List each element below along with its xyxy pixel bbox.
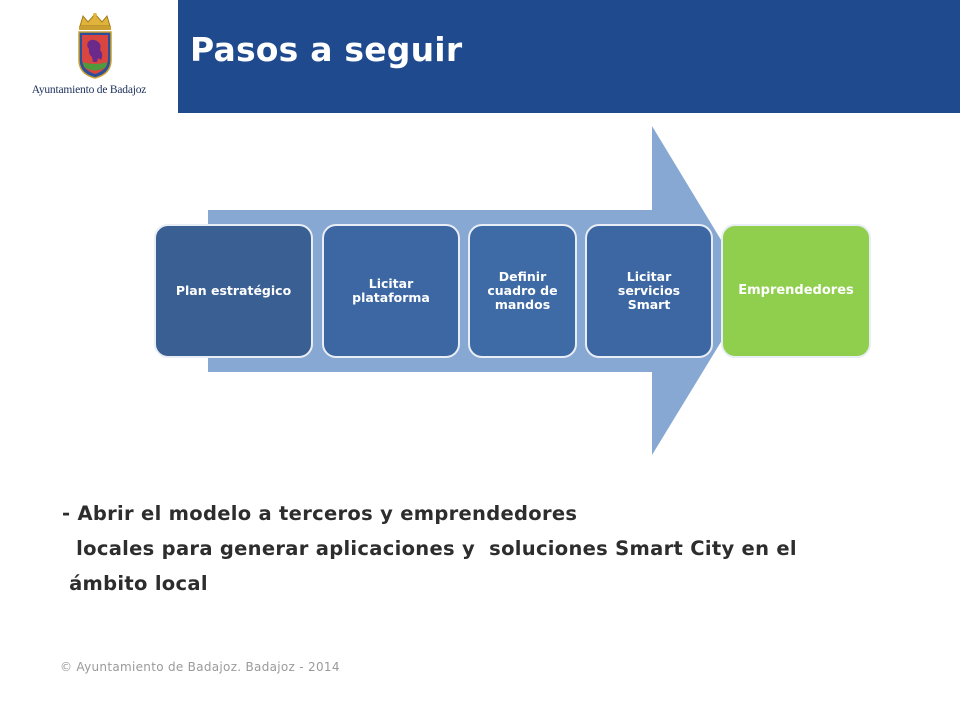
step-label: Plan estratégico bbox=[175, 283, 292, 298]
process-step-licitar-plataforma bbox=[322, 224, 460, 358]
process-step-emprendedores bbox=[721, 224, 871, 358]
bullet-line-1: - Abrir el modelo a terceros y emprendedores bbox=[62, 502, 578, 525]
bullet-line-2: locales para generar aplicaciones y soluciones Smart City en el bbox=[62, 537, 797, 560]
step-label: Licitar servicios Smart bbox=[617, 269, 681, 312]
step-label: Licitar plataforma bbox=[352, 276, 430, 305]
bullet-line-3: ámbito local bbox=[62, 572, 208, 595]
page-title: Pasos a seguir bbox=[190, 30, 463, 69]
step-label: Definir cuadro de mandos bbox=[487, 269, 558, 312]
bullet-text bbox=[62, 496, 902, 601]
process-step-definir-cuadro-de-mandos bbox=[468, 224, 577, 358]
logo-caption: Ayuntamiento de Badajoz bbox=[31, 84, 147, 96]
footer-copyright: © Ayuntamiento de Badajoz. Badajoz - 2014 bbox=[60, 660, 340, 674]
process-step-licitar-servicios-smart bbox=[585, 224, 713, 358]
process-step-plan-estrategico bbox=[154, 224, 313, 358]
step-label: Emprendedores bbox=[738, 283, 854, 298]
